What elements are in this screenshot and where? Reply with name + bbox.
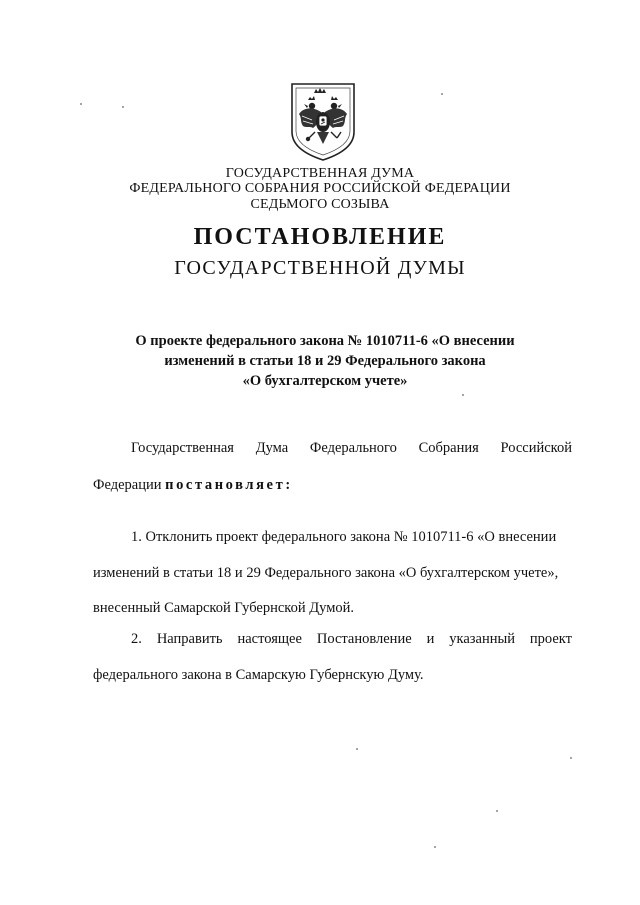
item-1-line-3: внесенный Самарской Губернской Думой. [93, 600, 355, 616]
preamble-word: Российской [500, 440, 572, 456]
org-name-line-2: ФЕДЕРАЛЬНОГО СОБРАНИЯ РОССИЙСКОЙ ФЕДЕРАЦИИ [129, 181, 511, 196]
scan-speck [570, 757, 572, 759]
state-emblem-icon [288, 80, 358, 164]
scan-speck [80, 103, 82, 105]
document-subject [100, 331, 550, 391]
item-2-word: проект [529, 631, 572, 647]
item-2-word: 2. [131, 631, 142, 647]
document-issuer-title: ГОСУДАРСТВЕННОЙ ДУМЫ [174, 257, 466, 279]
scan-speck [496, 810, 498, 812]
document-type-title: ПОСТАНОВЛЕНИЕ [193, 224, 447, 250]
org-name-line-1: ГОСУДАРСТВЕННАЯ ДУМА [225, 166, 415, 181]
item-1-line-2: изменений в статьи 18 и 29 Федерального закона «О бухгалтерском учете», [93, 565, 559, 581]
preamble-word: Дума [255, 440, 289, 456]
preamble-line-2 [93, 477, 293, 494]
preamble-word: Федерального [309, 440, 397, 456]
scan-speck [462, 394, 464, 396]
item-2-word: указанный [449, 631, 515, 647]
subject-line-1: О проекте федерального закона № 1010711-6 «О внесении [135, 333, 515, 349]
scan-speck [434, 846, 436, 848]
item-2-word: Постановление [316, 631, 412, 647]
item-1-line-1: 1. Отклонить проект федерального закона № 1010711-6 «О внесении [131, 529, 557, 545]
scan-speck [356, 748, 358, 750]
preamble-line-1 [131, 440, 572, 457]
item-2-word: Направить [156, 631, 223, 647]
scan-speck [441, 93, 443, 95]
item-2-word: и [426, 631, 435, 647]
convocation-line: СЕДЬМОГО СОЗЫВА [250, 197, 390, 212]
resolution-verb: постановляет: [165, 477, 293, 493]
item-2-line-2: федерального закона в Самарскую Губернскую Думу. [93, 667, 424, 683]
scan-speck [122, 106, 124, 108]
subject-line-2: изменений в статьи 18 и 29 Федерального закона [164, 353, 486, 369]
item-2-line-1 [131, 631, 572, 648]
preamble-word: Собрания [418, 440, 479, 456]
preamble-federation: Федерации [93, 477, 162, 493]
subject-line-3: «О бухгалтерском учете» [242, 373, 408, 389]
item-2-word: настоящее [237, 631, 302, 647]
preamble-word: Государственная [131, 440, 234, 456]
